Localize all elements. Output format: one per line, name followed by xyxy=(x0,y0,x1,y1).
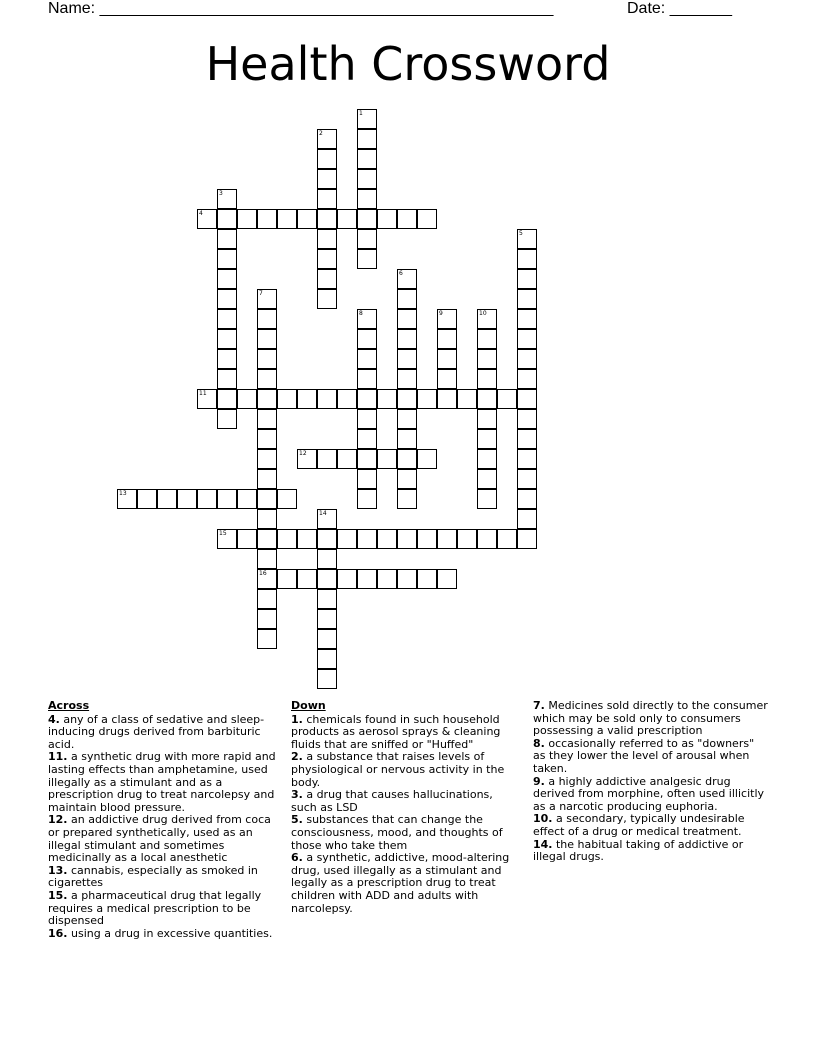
grid-cell[interactable] xyxy=(257,329,277,349)
across-clue-list xyxy=(48,714,284,941)
clue-number: 1. xyxy=(291,712,303,726)
grid-cell[interactable] xyxy=(317,629,337,649)
grid-cell[interactable] xyxy=(317,669,337,689)
grid-cell[interactable] xyxy=(257,509,277,529)
grid-cell[interactable] xyxy=(477,489,497,509)
clue-text: a secondary, typically undesirable effect of a drug or medical treatment. xyxy=(533,812,745,838)
grid-cell[interactable] xyxy=(317,609,337,629)
grid-cell[interactable] xyxy=(217,189,237,209)
grid-cell[interactable] xyxy=(397,389,417,409)
grid-cell[interactable] xyxy=(257,529,277,549)
clue-number: 2. xyxy=(291,750,303,764)
grid-cell[interactable] xyxy=(157,489,177,509)
clue-number: 14. xyxy=(533,837,553,851)
grid-cell[interactable] xyxy=(397,409,417,429)
grid-cell[interactable] xyxy=(217,289,237,309)
cell-number: 1 xyxy=(359,110,363,117)
grid-cell[interactable] xyxy=(257,569,277,589)
grid-cell[interactable] xyxy=(517,309,537,329)
grid-cell[interactable] xyxy=(217,369,237,389)
clue-text: chemicals found in such household products as aerosol sprays & cleaning fluids that are sniffed or "Huffed" xyxy=(291,712,501,751)
grid-cell[interactable] xyxy=(317,549,337,569)
grid-cell[interactable] xyxy=(417,569,437,589)
clue-number: 11. xyxy=(48,750,68,764)
grid-cell[interactable] xyxy=(477,429,497,449)
grid-cell[interactable] xyxy=(337,529,357,549)
grid-cell[interactable] xyxy=(257,489,277,509)
grid-cell[interactable] xyxy=(477,389,497,409)
clue-number: 6. xyxy=(291,851,303,865)
grid-cell[interactable] xyxy=(257,469,277,489)
grid-cell[interactable] xyxy=(337,569,357,589)
grid-cell[interactable] xyxy=(437,309,457,329)
clue-text: occasionally referred to as "downers" as they lower the level of arousal when taken. xyxy=(533,736,755,775)
clue-text: substances that can change the consciousness, mood, and thoughts of those who take them xyxy=(291,813,503,852)
grid-cell[interactable] xyxy=(317,269,337,289)
grid-cell[interactable] xyxy=(257,629,277,649)
grid-cell[interactable] xyxy=(337,389,357,409)
grid-cell[interactable] xyxy=(517,289,537,309)
clue-text: a substance that raises levels of physiological or nervous activity in the body. xyxy=(291,750,505,789)
grid-cell[interactable] xyxy=(477,349,497,369)
grid-cell[interactable] xyxy=(257,449,277,469)
grid-cell[interactable] xyxy=(437,329,457,349)
grid-cell[interactable] xyxy=(317,649,337,669)
clue-item xyxy=(48,928,284,941)
grid-cell[interactable] xyxy=(517,449,537,469)
clue-item xyxy=(291,714,515,752)
grid-cell[interactable] xyxy=(517,329,537,349)
grid-cell[interactable] xyxy=(257,309,277,329)
grid-cell[interactable] xyxy=(237,209,257,229)
grid-cell[interactable] xyxy=(217,529,237,549)
cell-number: 7 xyxy=(259,290,263,297)
grid-cell[interactable] xyxy=(357,489,377,509)
grid-cell[interactable] xyxy=(437,369,457,389)
grid-cell[interactable] xyxy=(277,389,297,409)
grid-cell[interactable] xyxy=(377,449,397,469)
grid-cell[interactable] xyxy=(217,489,237,509)
clue-text: using a drug in excessive quantities. xyxy=(67,926,273,940)
grid-cell[interactable] xyxy=(517,229,537,249)
grid-cell[interactable] xyxy=(317,189,337,209)
clue-number: 3. xyxy=(291,788,303,802)
cell-number: 4 xyxy=(199,210,203,217)
grid-cell[interactable] xyxy=(497,529,517,549)
name-line: Name: ___________________________________________________ xyxy=(48,0,554,17)
grid-cell[interactable] xyxy=(357,529,377,549)
grid-cell[interactable] xyxy=(517,389,537,409)
clue-number: 9. xyxy=(533,774,545,788)
clue-item xyxy=(533,839,769,864)
grid-cell[interactable] xyxy=(317,169,337,189)
grid-cell[interactable] xyxy=(477,409,497,429)
clue-item xyxy=(533,813,769,838)
grid-cell[interactable] xyxy=(357,189,377,209)
page-title: Health Crossword xyxy=(205,37,611,91)
grid-cell[interactable] xyxy=(357,569,377,589)
cell-number: 8 xyxy=(359,310,363,317)
clue-text: any of a class of sedative and sleep-inducing drugs derived from barbituric acid. xyxy=(48,712,265,751)
grid-cell[interactable] xyxy=(357,209,377,229)
clue-item xyxy=(291,852,515,915)
grid-cell[interactable] xyxy=(417,209,437,229)
grid-cell[interactable] xyxy=(217,349,237,369)
grid-cell[interactable] xyxy=(517,269,537,289)
clues-down-column-continued xyxy=(533,700,769,864)
grid-cell[interactable] xyxy=(257,589,277,609)
grid-cell[interactable] xyxy=(417,449,437,469)
grid-cell[interactable] xyxy=(257,349,277,369)
grid-cell[interactable] xyxy=(477,469,497,489)
grid-cell[interactable] xyxy=(377,569,397,589)
grid-cell[interactable] xyxy=(377,529,397,549)
grid-cell[interactable] xyxy=(197,209,217,229)
grid-cell[interactable] xyxy=(517,429,537,449)
grid-cell[interactable] xyxy=(397,369,417,389)
clue-text: an addictive drug derived from coca or prepared synthetically, used as an illegal stimulant and sometimes medicinally as a local anesthetic xyxy=(48,813,271,865)
grid-cell[interactable] xyxy=(357,409,377,429)
grid-cell[interactable] xyxy=(197,489,217,509)
clue-item xyxy=(533,700,769,738)
clue-number: 15. xyxy=(48,888,68,902)
clue-number: 16. xyxy=(48,926,68,940)
grid-cell[interactable] xyxy=(277,569,297,589)
grid-cell[interactable] xyxy=(297,569,317,589)
cell-number: 11 xyxy=(199,390,207,397)
grid-cell[interactable] xyxy=(137,489,157,509)
grid-cell[interactable] xyxy=(457,529,477,549)
cell-number: 5 xyxy=(519,230,523,237)
grid-cell[interactable] xyxy=(357,169,377,189)
grid-cell[interactable] xyxy=(317,529,337,549)
grid-cell[interactable] xyxy=(397,329,417,349)
grid-cell[interactable] xyxy=(517,509,537,529)
clue-item xyxy=(48,865,284,890)
clue-item xyxy=(291,789,515,814)
down-clue-list xyxy=(291,714,515,916)
grid-cell[interactable] xyxy=(517,529,537,549)
clue-number: 8. xyxy=(533,736,545,750)
grid-cell[interactable] xyxy=(437,529,457,549)
clue-number: 5. xyxy=(291,813,303,827)
grid-cell[interactable] xyxy=(477,329,497,349)
grid-cell[interactable] xyxy=(257,289,277,309)
grid-cell[interactable] xyxy=(297,209,317,229)
grid-cell[interactable] xyxy=(277,489,297,509)
clue-item xyxy=(48,714,284,752)
grid-cell[interactable] xyxy=(317,449,337,469)
grid-cell[interactable] xyxy=(177,489,197,509)
clue-item xyxy=(48,751,284,814)
grid-cell[interactable] xyxy=(377,389,397,409)
grid-cell[interactable] xyxy=(357,369,377,389)
clue-text: the habitual taking of addictive or illegal drugs. xyxy=(533,837,744,864)
down-clue-list-continued xyxy=(533,700,769,864)
grid-cell[interactable] xyxy=(377,209,397,229)
clue-number: 4. xyxy=(48,712,60,726)
grid-cell[interactable] xyxy=(217,209,237,229)
cell-number: 9 xyxy=(439,310,443,317)
grid-cell[interactable] xyxy=(397,529,417,549)
grid-cell[interactable] xyxy=(357,109,377,129)
grid-cell[interactable] xyxy=(317,289,337,309)
grid-cell[interactable] xyxy=(117,489,137,509)
grid-cell[interactable] xyxy=(337,209,357,229)
grid-cell[interactable] xyxy=(397,289,417,309)
grid-cell[interactable] xyxy=(217,309,237,329)
cell-number: 12 xyxy=(299,450,307,457)
clue-text: a pharmaceutical drug that legally requires a medical prescription to be dispensed xyxy=(48,888,262,928)
grid-cell[interactable] xyxy=(317,129,337,149)
clues-down-column xyxy=(291,700,515,915)
grid-cell[interactable] xyxy=(337,449,357,469)
grid-cell[interactable] xyxy=(417,389,437,409)
grid-cell[interactable] xyxy=(357,329,377,349)
clue-item xyxy=(533,738,769,776)
grid-cell[interactable] xyxy=(317,569,337,589)
clue-text: cannabis, especially as smoked in cigarettes xyxy=(48,863,258,890)
grid-cell[interactable] xyxy=(317,389,337,409)
grid-cell[interactable] xyxy=(237,529,257,549)
grid-cell[interactable] xyxy=(357,249,377,269)
grid-cell[interactable] xyxy=(217,329,237,349)
grid-cell[interactable] xyxy=(297,389,317,409)
cell-number: 14 xyxy=(319,510,327,517)
grid-cell[interactable] xyxy=(277,529,297,549)
grid-cell[interactable] xyxy=(357,149,377,169)
grid-cell[interactable] xyxy=(257,549,277,569)
grid-cell[interactable] xyxy=(217,229,237,249)
grid-cell[interactable] xyxy=(297,449,317,469)
grid-cell[interactable] xyxy=(397,569,417,589)
grid-cell[interactable] xyxy=(517,469,537,489)
clues-across-column xyxy=(48,700,284,940)
cell-number: 6 xyxy=(399,270,403,277)
grid-cell[interactable] xyxy=(437,349,457,369)
grid-cell[interactable] xyxy=(477,369,497,389)
grid-cell[interactable] xyxy=(477,449,497,469)
grid-cell[interactable] xyxy=(257,209,277,229)
grid-cell[interactable] xyxy=(257,389,277,409)
grid-cell[interactable] xyxy=(397,489,417,509)
grid-cell[interactable] xyxy=(417,529,437,549)
clue-text: Medicines sold directly to the consumer which may be sold only to consumers possessing a valid prescription xyxy=(533,699,768,738)
grid-cell[interactable] xyxy=(317,149,337,169)
grid-cell[interactable] xyxy=(317,209,337,229)
grid-cell[interactable] xyxy=(457,389,477,409)
grid-cell[interactable] xyxy=(257,409,277,429)
grid-cell[interactable] xyxy=(477,309,497,329)
grid-cell[interactable] xyxy=(397,449,417,469)
grid-cell[interactable] xyxy=(397,209,417,229)
clue-text: a highly addictive analgesic drug derived from morphine, often used illicitly as a narcotic producing euphoria. xyxy=(533,774,765,813)
grid-cell[interactable] xyxy=(217,249,237,269)
down-heading: Down xyxy=(291,699,326,712)
grid-cell[interactable] xyxy=(197,389,217,409)
grid-cell[interactable] xyxy=(397,269,417,289)
clue-text: a synthetic drug with more rapid and lasting effects than amphetamine, used illegally as a stimulant and as a prescription drug to treat narcolepsy and maintain blood pressure. xyxy=(48,750,276,814)
cell-number: 16 xyxy=(259,570,267,577)
grid-cell[interactable] xyxy=(497,389,517,409)
clue-item xyxy=(48,890,284,928)
cell-number: 3 xyxy=(219,190,223,197)
grid-cell[interactable] xyxy=(357,449,377,469)
grid-cell[interactable] xyxy=(517,409,537,429)
grid-cell[interactable] xyxy=(397,309,417,329)
grid-cell[interactable] xyxy=(257,369,277,389)
grid-cell[interactable] xyxy=(437,569,457,589)
clue-text: a drug that causes hallucinations, such as LSD xyxy=(291,788,493,814)
grid-cell[interactable] xyxy=(357,309,377,329)
grid-cell[interactable] xyxy=(237,389,257,409)
clue-text: a synthetic, addictive, mood-altering drug, used illegally as a stimulant and legally as a prescription drug to treat children with ADD and adults with narcolepsy. xyxy=(291,851,510,915)
grid-cell[interactable] xyxy=(517,369,537,389)
clue-item xyxy=(291,751,515,789)
clue-item xyxy=(533,776,769,814)
grid-cell[interactable] xyxy=(217,409,237,429)
clue-number: 7. xyxy=(533,699,545,712)
grid-cell[interactable] xyxy=(357,429,377,449)
clue-number: 13. xyxy=(48,863,68,877)
clue-item xyxy=(48,814,284,864)
grid-cell[interactable] xyxy=(357,229,377,249)
grid-cell[interactable] xyxy=(397,349,417,369)
grid-cell[interactable] xyxy=(357,129,377,149)
grid-cell[interactable] xyxy=(317,229,337,249)
clue-item xyxy=(291,814,515,852)
grid-cell[interactable] xyxy=(317,509,337,529)
grid-cell[interactable] xyxy=(357,349,377,369)
grid-cell[interactable] xyxy=(297,529,317,549)
grid-cell[interactable] xyxy=(517,249,537,269)
grid-cell[interactable] xyxy=(517,349,537,369)
grid-cell[interactable] xyxy=(257,609,277,629)
across-heading: Across xyxy=(48,699,90,712)
grid-cell[interactable] xyxy=(357,389,377,409)
clue-number: 12. xyxy=(48,813,68,827)
grid-cell[interactable] xyxy=(257,429,277,449)
grid-cell[interactable] xyxy=(397,469,417,489)
clue-number: 10. xyxy=(533,812,553,826)
grid-cell[interactable] xyxy=(437,389,457,409)
date-line: Date: _______ xyxy=(627,0,732,17)
grid-cell[interactable] xyxy=(277,209,297,229)
grid-cell[interactable] xyxy=(317,249,337,269)
grid-cell[interactable] xyxy=(217,389,237,409)
grid-cell[interactable] xyxy=(317,589,337,609)
cell-number: 2 xyxy=(319,130,323,137)
grid-cell[interactable] xyxy=(517,489,537,509)
grid-cell[interactable] xyxy=(397,429,417,449)
cell-number: 15 xyxy=(219,530,227,537)
grid-cell[interactable] xyxy=(357,469,377,489)
cell-number: 13 xyxy=(119,490,127,497)
cell-number: 10 xyxy=(479,310,487,317)
grid-cell[interactable] xyxy=(217,269,237,289)
grid-cell[interactable] xyxy=(477,529,497,549)
grid-cell[interactable] xyxy=(237,489,257,509)
